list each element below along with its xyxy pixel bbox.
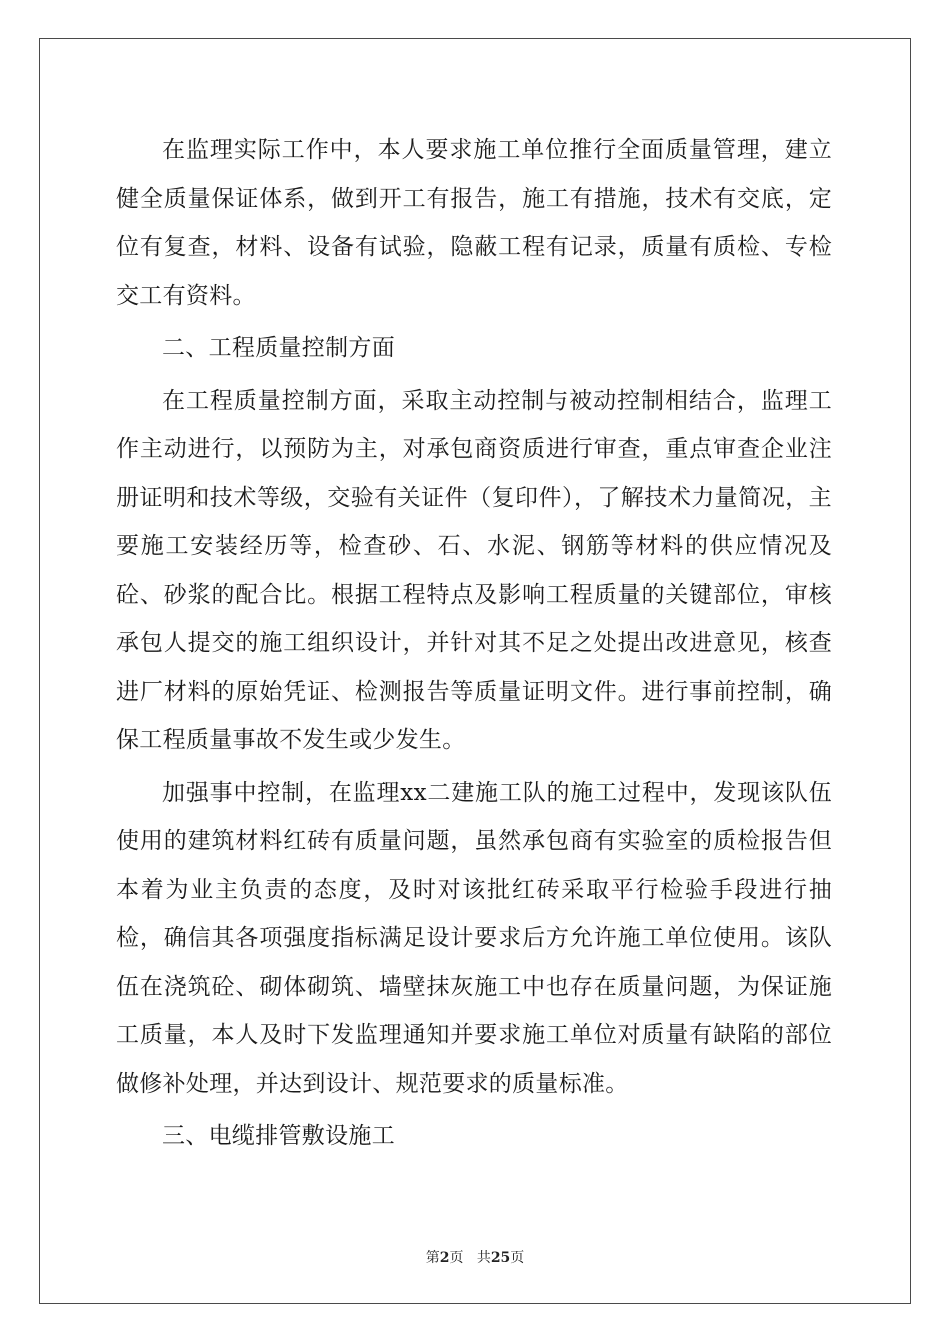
total-prefix: 共 (476, 1250, 491, 1266)
paragraph-in-process-control: 加强事中控制，在监理xx二建施工队的施工过程中，发现该队伍使用的建筑材料红砖有质量问题，虽然承包商有实验室的质检报告但本着为业主负责的态度，及时对该批红砖采取平行检验手段进行抽检，确信其各项强度指标满足设计要求后方允许施工单位使用。该队伍在浇筑砼、砌体砌筑、墙壁抹灰施工中也存在质量问题，为保证施工质量，本人及时下发监理通知并要求施工单位对质量有缺陷的部位做修补处理，并达到设计、规范要求的质量标准。 (116, 779, 832, 1097)
page-suffix: 页 (449, 1250, 464, 1266)
page-footer (0, 1247, 950, 1267)
total-pages: 25 (490, 1250, 511, 1266)
page-number: 2 (439, 1250, 450, 1266)
section-heading-quality-control: 二、工程质量控制方面 (162, 335, 395, 361)
total-suffix: 页 (510, 1250, 525, 1266)
document-body (116, 126, 832, 1165)
paragraph-quality-control: 在工程质量控制方面，采取主动控制与被动控制相结合，监理工作主动进行，以预防为主，对承包商资质进行审查，重点审查企业注册证明和技术等级，交验有关证件（复印件），了解技术力量简况，主要施工安装经历等，检查砂、石、水泥、钢筋等材料的供应情况及砼、砂浆的配合比。根据工程特点及影响工程质量的关键部位，审核承包人提交的施工组织设计，并针对其不足之处提出改进意见，核查进厂材料的原始凭证、检测报告等质量证明文件。进行事前控制，确保工程质量事故不发生或少发生。 (116, 387, 832, 753)
paragraph-quality-management: 在监理实际工作中，本人要求施工单位推行全面质量管理，建立健全质量保证体系，做到开工有报告，施工有措施，技术有交底，定位有复查，材料、设备有试验，隐蔽工程有记录，质量有质检、专检交工有资料。 (116, 137, 832, 309)
section-heading-cable-conduit: 三、电缆排管敷设施工 (162, 1123, 395, 1149)
page-prefix: 第 (425, 1250, 440, 1266)
